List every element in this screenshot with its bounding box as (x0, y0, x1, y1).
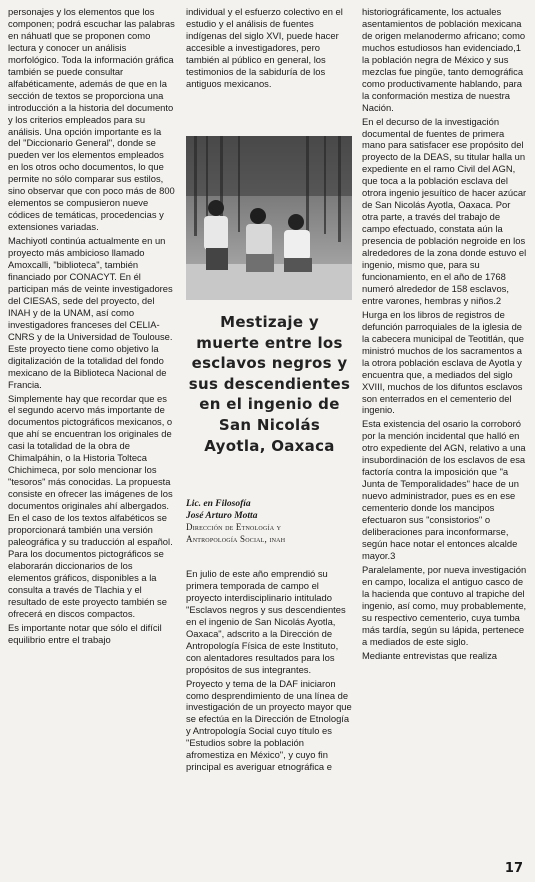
photo-three-people-seated-outdoors (186, 136, 352, 300)
paragraph: Proyecto y tema de la DAF iniciaron como desprendimiento de una línea de investigación de un proyecto mayor que se efectúa en la Dirección de Etnología y Antropología Social cuyo título es "Estudios sobre la población afromestiza en México", y cuyo fin principal es averiguar etnográfica e (186, 677, 352, 773)
column-2 (186, 6, 353, 854)
paragraph: personajes y los elementos que los componen; podrá escuchar las palabras en náhuatl que se proponen como lectura y conocer un análisis morfológico. Toda la información gráfica también se puede consultar alfabéticamente, además de que en la sección de textos se proporciona una introducción a la historia del documento y los criterios empleados para su análisis. Una opción importante es la del "Diccionario General", donde se pueden ver los elementos empleados en los otros ocho documentos, lo que permite no sólo comparar sus estilos, sino observar que con poco más de 800 elementos se compusieron nueve códices de temáticas, procedencias y extensiones variadas. (8, 6, 175, 233)
photo-image (186, 136, 352, 300)
paragraph: En julio de este año emprendió su primera temporada de campo el proyecto interdisciplinario intitulado "Esclavos negros y sus descendientes en el ingenio de San Nicolás Ayotla, Oaxaca", adscrito a la Dirección de Antropología Física de este Instituto, con alentadores resultados para los propósitos de sus integrantes. (186, 568, 346, 675)
paragraph: Paralelamente, por nueva investigación en campo, localiza el antiguo casco de la hacienda que contuvo al trapiche del ingenio, así como, muy probablemente, su respectivo cementerio, cuya tumba más tardía, según su lápida, pertenece a mediados de este siglo. (362, 563, 527, 647)
column-2-article-text (186, 568, 353, 775)
paragraph: Mediante entrevistas que realiza (362, 649, 497, 661)
paragraph: Machiyotl continúa actualmente en un proyecto más ambicioso llamado Amoxcalli, "biblioteca", también financiado por CONACYT. En él participan más de veinte investigadores del CIESAS, sede del proyecto, del INAH y de la UNAM, así como investigadores franceses del CELIA-CNRS y de la Universidad de Toulouse. Este proyecto tiene como objetivo la digitalización de la totalidad del fondo mexicano de la Biblioteca Nacional de Francia. (8, 235, 173, 390)
paragraph: Es importante notar que sólo el difícil equilibrio entre el trabajo (8, 621, 162, 645)
author-affiliation-line-2: Antropología Social, inah (186, 533, 286, 544)
author-degree: Lic. en Filosofía (186, 499, 251, 509)
author-affiliation-line-1: Dirección de Etnología y (186, 522, 282, 532)
paragraph: Esta existencia del osario la corroboró por la mención incidental que halló en otro expediente del AGN, relativo a una insubordinación de los esclavos de esa factoría contra la imposición que "a Junta de Temporalidades" hace de un nuevo administrador, pues es en ese cementerio donde los mancipos efectuaron sus "consistorios" o deliberaciones para inconformarse, según hace notar el entonces alcalde mayor.3 (362, 418, 526, 561)
column-3 (362, 6, 528, 854)
column-1 (8, 6, 175, 854)
column-2-top-text (186, 6, 353, 92)
article-headline: Mestizaje y muerte entre los esclavos negros y sus descendientes en el ingenio de San Nicolás Ayotla, Oaxaca (188, 313, 351, 455)
author-name: José Arturo Motta (186, 511, 258, 521)
paragraph: individual y el esfuerzo colectivo en el estudio y el análisis de fuentes indígenas del siglo XVI, puede hacer accesible a investigadores, pero también al público en general, los testimonios de la sabiduría de los antiguos mexicanos. (186, 6, 343, 89)
paragraph: En el decurso de la investigación documental de fuentes de primera mano para satisfacer ese propósito del proyecto de la DEAS, su titular halla un expediente en el ramo Civil del AGN, que toca a la población esclava del otrora ingenio jesuítico de hacer azúcar de San Nicolás Ayotla, Oaxaca. Por otra parte, a través del trabajo de campo efectuado, constata aún la presencia de población negroide en los alrededores de la zona donde estuvo el ingenio, mismo que, para su funcionamiento, en el año de 1768 numeró alrededor de 158 esclavos, entre varones, hembras y niños.2 (362, 115, 527, 306)
byline (186, 498, 353, 545)
paragraph: historiográficamente, los actuales asentamientos de población mexicana de origen melanodermo africano; como muchos estudiosos han evidenciado,1 la población negra de México y sus mezclas fue pingüe, tanto demográfica como productivamente hablando, para la conformación mestiza de nuestra Nación. (362, 6, 526, 113)
paragraph: Hurga en los libros de registros de defunción parroquiales de la iglesia de la cabecera municipal de Teotitlán, que ministró muchos de los sacramentos a la otrora población esclava de Ayotla y encuentra que, a mediados del siglo XVIII, muchos de los difuntos esclavos son enterrados en el cementerio del ingenio. (362, 308, 524, 416)
page-number: 17 (504, 861, 523, 876)
paragraph: Simplemente hay que recordar que es el segundo acervo más importante de documentos pictográficos mexicanos, o que ahí se encuentran los originales de casi la totalidad de la obra de Chimalpáhin, o la Historia Tolteca Chichimeca, por solo mencionar los "tesoros" más conocidas. La propuesta consiste en ofrecer las imágenes de los documentos originales ahí albergados. En el caso de los textos alfabéticos se proporcionará también una versión paleográfica y su traducción al español. Para los documentos pictográficos se elaborarán diccionarios de los elementos gráficos, disponibles a la consulta a través de Tlachia y el resultado de este proyecto también se ofrecerá en discos compactos. (8, 392, 173, 619)
